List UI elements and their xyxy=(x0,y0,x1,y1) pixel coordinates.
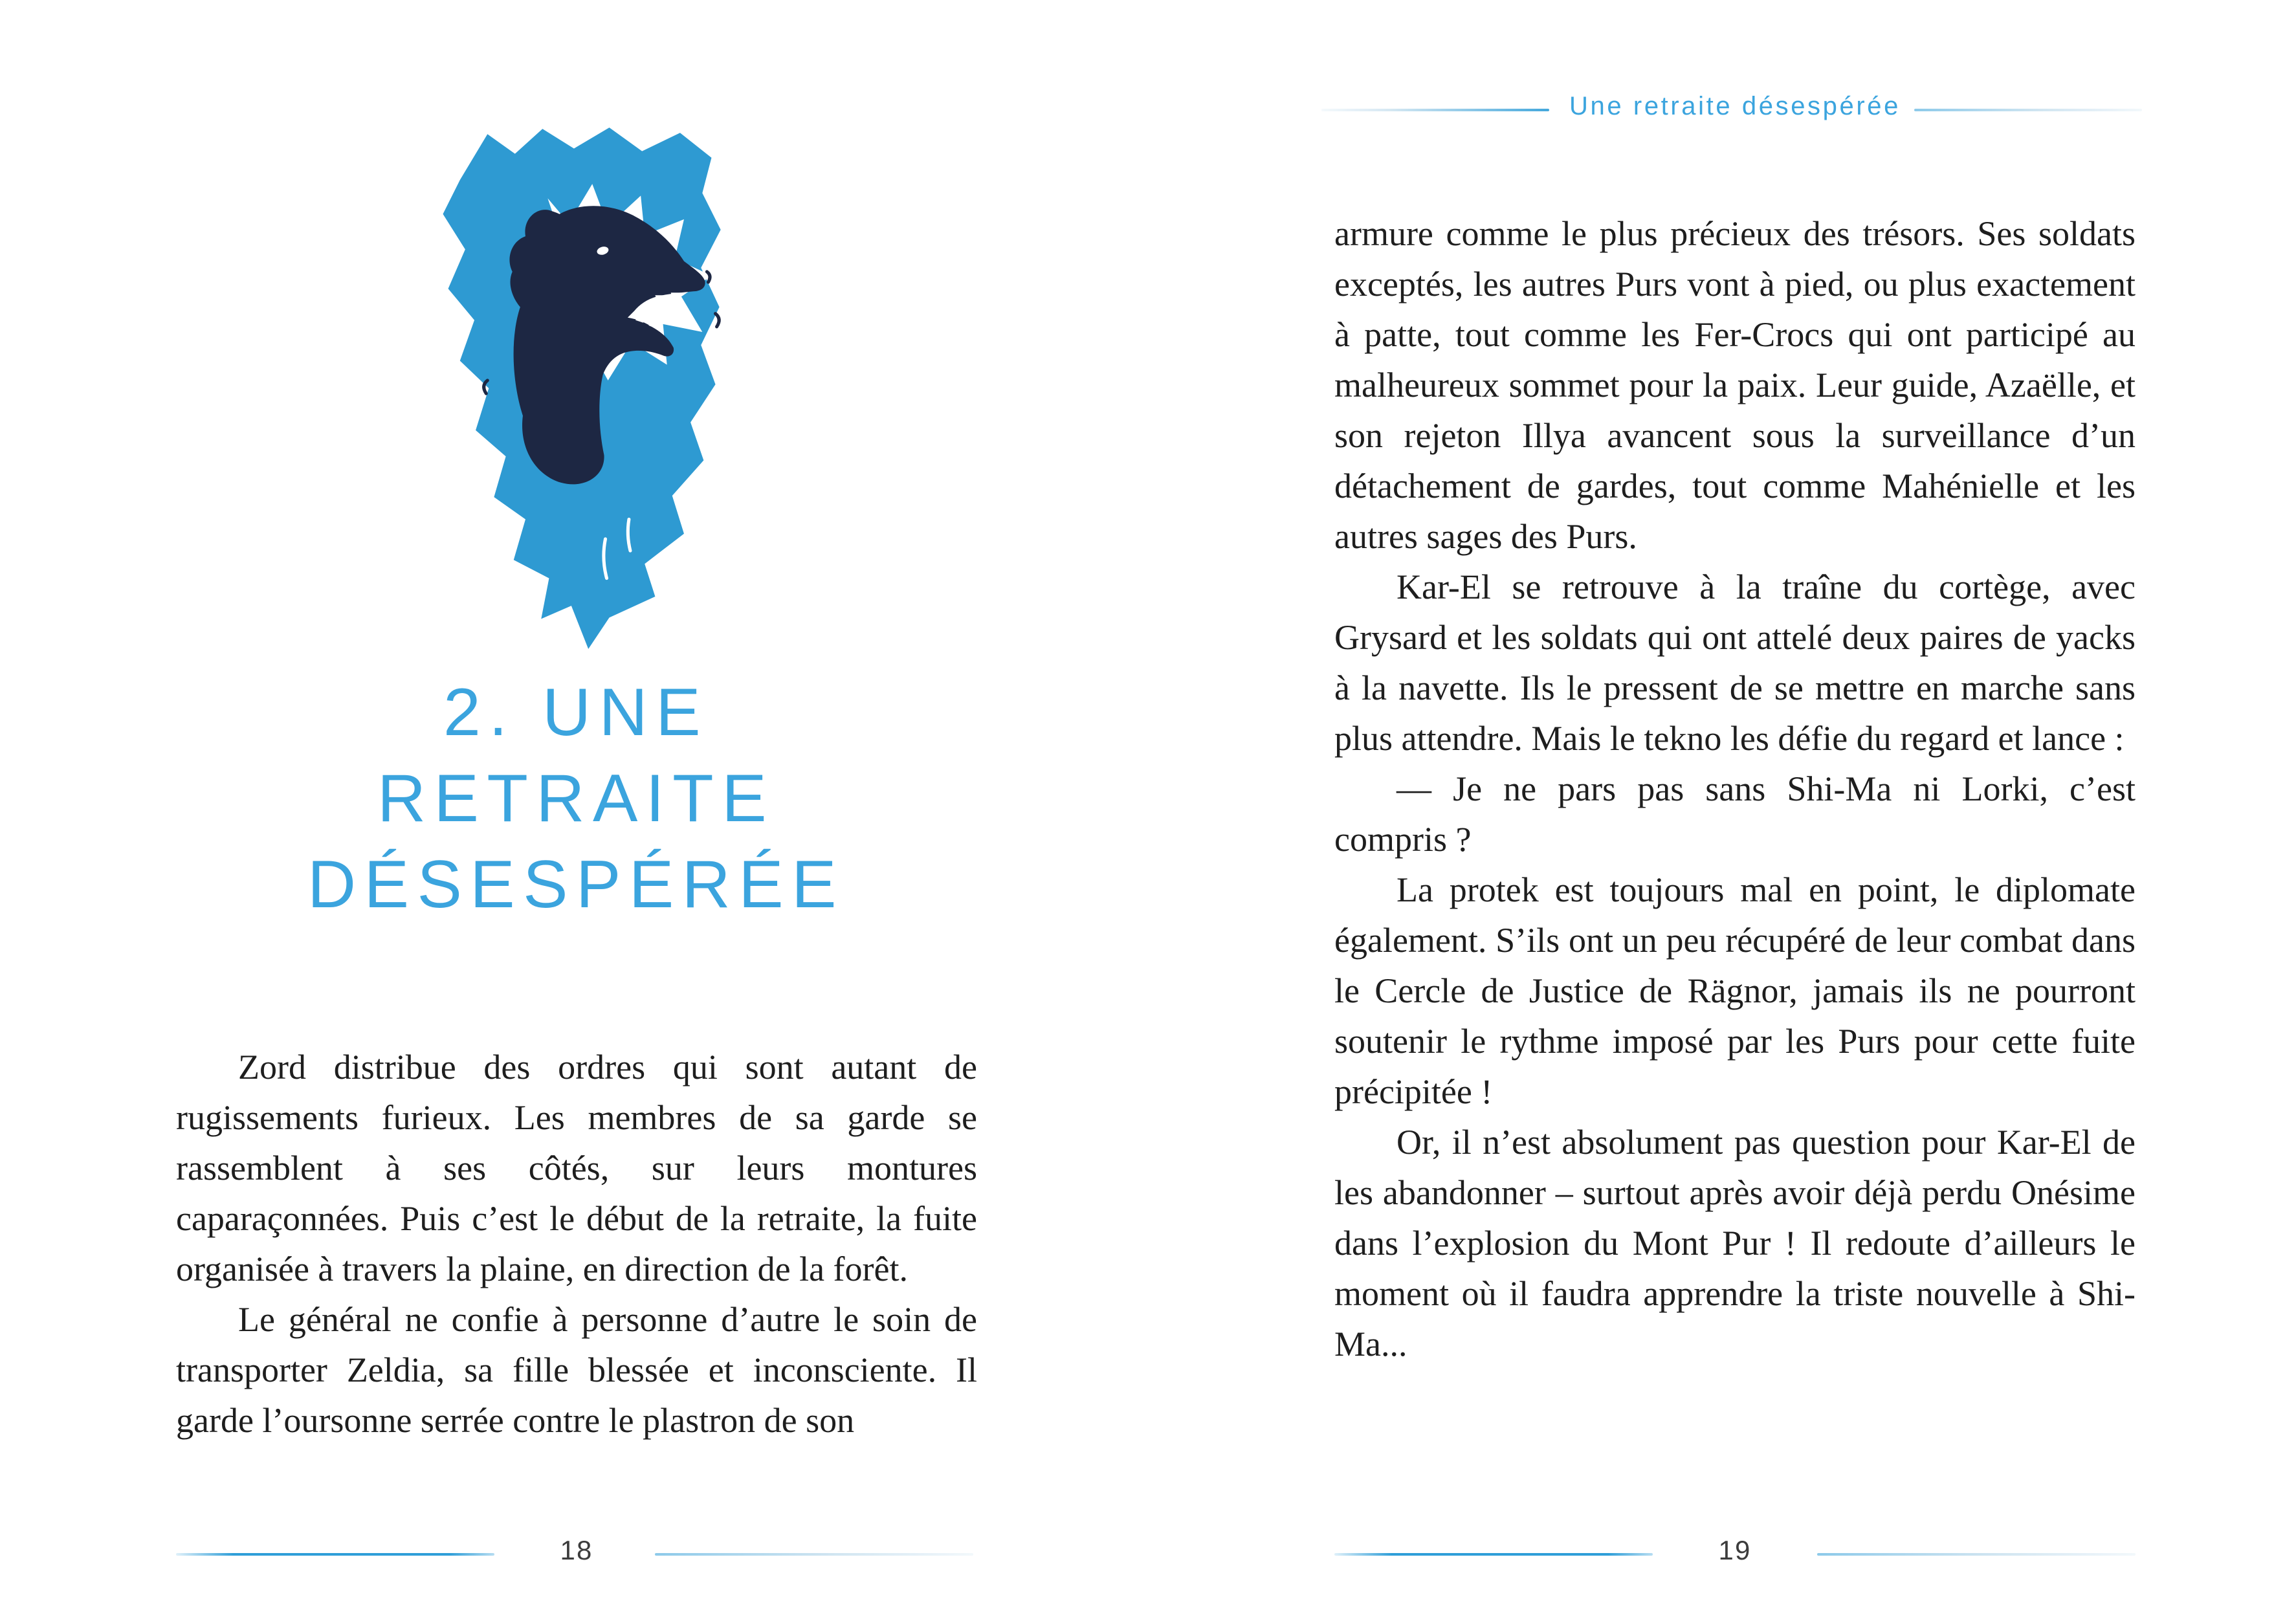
decorative-rule xyxy=(1914,109,2142,111)
running-header: Une retraite désespérée xyxy=(1569,92,1901,120)
paragraph: Kar-El se retrouve à la traîne du cortège, avec Grysard et les soldats qui ont attelé deux paires de yacks à la navette. Ils le pressent de se mettre en marche sans plus attendre. Mais le tekno les défie du regard et lance : xyxy=(1334,568,2136,758)
page-number-right: 19 xyxy=(1718,1535,1752,1565)
chapter-title-line: 2. UNE xyxy=(443,675,709,750)
paragraph: La protek est toujours mal en point, le diplomate également. S’ils ont un peu récupéré de leur combat dans le Cercle de Justice de Rägnor, jamais ils ne pourront soutenir le rythme imposé par les Purs pour cette fuite précipitée ! xyxy=(1334,870,2136,1112)
chapter-title xyxy=(116,670,1035,928)
bear-illustration xyxy=(408,120,751,654)
paragraph: armure comme le plus précieux des trésors. Ses soldats exceptés, les autres Purs vont à pied, ou plus exactement à patte, tout comme les Fer-Crocs qui ont participé au malheureux sommet pour la paix. Leur guide, Azaëlle, et son rejeton Illya avancent sous la surveillance d’un détachement de gardes, tout comme Mahénielle et les autres sages des Purs. xyxy=(1334,214,2136,557)
paragraph: Or, il n’est absolument pas question pour Kar-El de les abandonner – surtout après avoir déjà perdu Onésime dans l’explosion du Mont Pur ! Il redoute d’ailleurs le moment où il faudra apprendre la triste nouvelle à Shi-Ma... xyxy=(1334,1123,2136,1364)
chapter-title-line: RETRAITE xyxy=(377,761,775,837)
right-page-body xyxy=(1334,208,2136,1369)
paragraph: Zord distribue des ordres qui sont autant de rugissements furieux. Les membres de sa garde se rassemblent à ses côtés, sur leurs montures caparaçonnées. Puis c’est le début de la retraite, la fuite organisée à travers la plaine, en direction de la forêt. xyxy=(176,1048,977,1289)
left-page-body xyxy=(176,1042,977,1446)
chapter-title-line: DÉSESPÉRÉE xyxy=(307,847,844,923)
paragraph: — Je ne pars pas sans Shi-Ma ni Lorki, c’est compris ? xyxy=(1334,769,2136,859)
decorative-rule xyxy=(655,1553,973,1556)
decorative-rule xyxy=(1817,1553,2136,1556)
page-number-left: 18 xyxy=(560,1535,593,1565)
chapter-illustration xyxy=(408,120,751,654)
paragraph: Le général ne confie à personne d’autre le soin de transporter Zeldia, sa fille blessée et inconsciente. Il garde l’oursonne serrée contre le plastron de son xyxy=(176,1300,977,1440)
